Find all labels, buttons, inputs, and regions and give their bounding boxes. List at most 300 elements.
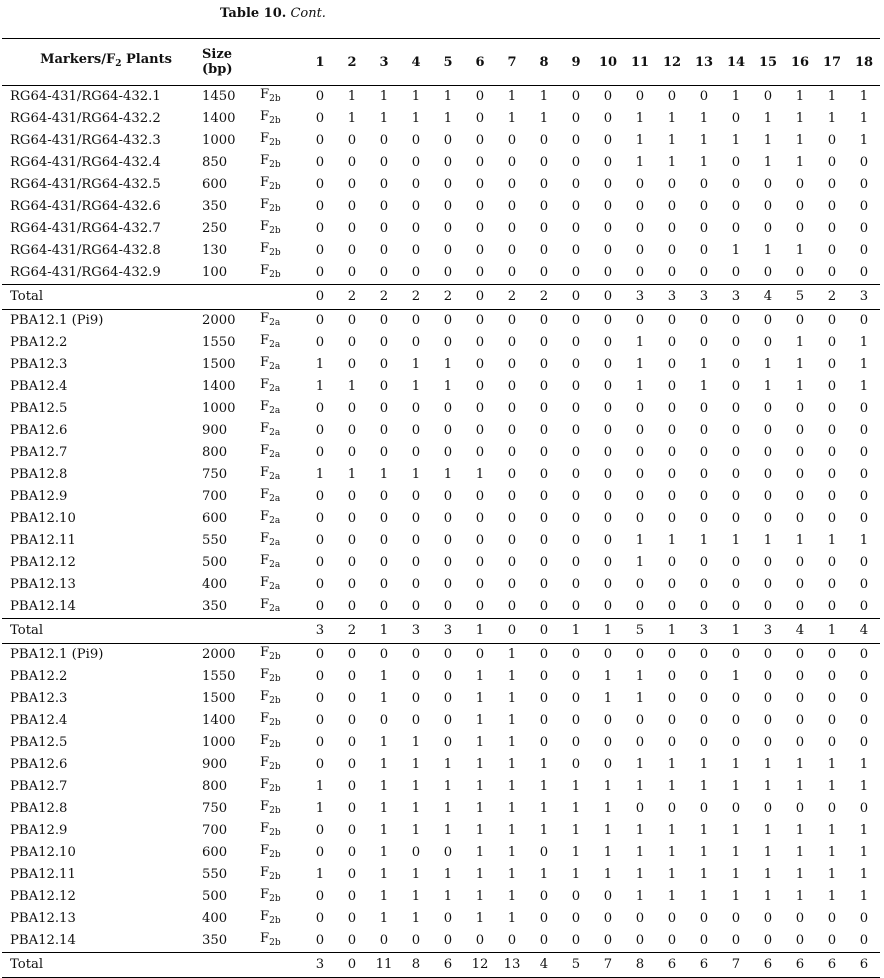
- value-cell: 1: [827, 89, 837, 104]
- value-cell: 0: [347, 933, 357, 948]
- total-value-cell: 3: [304, 953, 336, 978]
- value-cell: 0: [827, 555, 837, 570]
- value-cell: 1: [411, 823, 421, 838]
- generation-label: F: [260, 931, 270, 946]
- generation-label: F: [260, 421, 270, 436]
- value-cell: 1: [795, 379, 805, 394]
- generation-label: F: [260, 399, 270, 414]
- value-cell: 1: [795, 243, 805, 258]
- value-cell: 0: [667, 713, 677, 728]
- value-cell: 0: [795, 735, 805, 750]
- marker-name-cell: RG64-431/RG64-432.5: [10, 177, 161, 192]
- value-cell: 0: [699, 489, 709, 504]
- value-cell: 0: [859, 243, 869, 258]
- value-cell: 1: [763, 357, 773, 372]
- value-cell: 0: [475, 357, 485, 372]
- header-plant-15: 15: [752, 39, 784, 86]
- value-cell: 0: [379, 647, 389, 662]
- value-cell: 0: [379, 155, 389, 170]
- value-cell: 0: [731, 911, 741, 926]
- total-value-cell: 1: [720, 619, 752, 644]
- value-cell: 0: [539, 555, 549, 570]
- total-value-cell: 3: [848, 285, 880, 310]
- generation-subscript: 2b: [269, 762, 281, 772]
- size-cell: 700: [202, 489, 228, 504]
- value-cell: 0: [379, 555, 389, 570]
- value-cell: 0: [315, 691, 325, 706]
- value-cell: 0: [827, 691, 837, 706]
- generation-subscript: 2a: [269, 538, 281, 548]
- value-cell: 0: [379, 379, 389, 394]
- value-cell: 0: [539, 599, 549, 614]
- value-cell: 0: [475, 335, 485, 350]
- value-cell: 0: [603, 379, 613, 394]
- total-value-cell: 6: [784, 953, 816, 978]
- value-cell: 0: [731, 445, 741, 460]
- value-cell: 0: [443, 669, 453, 684]
- table-row: [2, 398, 880, 420]
- total-value-cell: 7: [592, 953, 624, 978]
- value-cell: 0: [507, 511, 517, 526]
- value-cell: 0: [443, 313, 453, 328]
- value-cell: 0: [411, 691, 421, 706]
- value-cell: 0: [507, 577, 517, 592]
- value-cell: 0: [347, 265, 357, 280]
- generation-cell: [260, 218, 304, 240]
- value-cell: 0: [347, 867, 357, 882]
- value-cell: 0: [475, 647, 485, 662]
- value-cell: 0: [827, 177, 837, 192]
- value-cell: 1: [603, 779, 613, 794]
- size-cell: 800: [202, 779, 228, 794]
- generation-cell: [260, 842, 304, 864]
- value-cell: 0: [475, 133, 485, 148]
- value-cell: 0: [539, 691, 549, 706]
- generation-label: F: [260, 575, 270, 590]
- value-cell: 0: [795, 177, 805, 192]
- marker-name-cell: PBA12.6: [10, 423, 68, 438]
- value-cell: 0: [763, 713, 773, 728]
- value-cell: 1: [795, 357, 805, 372]
- value-cell: 0: [539, 199, 549, 214]
- generation-subscript: 2b: [269, 138, 281, 148]
- table-row: [2, 644, 880, 667]
- value-cell: 0: [859, 155, 869, 170]
- generation-label: F: [260, 509, 270, 524]
- value-cell: 0: [379, 357, 389, 372]
- value-cell: 1: [635, 691, 645, 706]
- value-cell: 1: [379, 867, 389, 882]
- value-cell: 0: [763, 735, 773, 750]
- value-cell: 1: [667, 845, 677, 860]
- value-cell: 1: [315, 867, 325, 882]
- value-cell: 0: [315, 757, 325, 772]
- value-cell: 1: [699, 779, 709, 794]
- value-cell: 0: [731, 467, 741, 482]
- generation-label: F: [260, 733, 270, 748]
- value-cell: 0: [571, 423, 581, 438]
- value-cell: 0: [699, 599, 709, 614]
- value-cell: 0: [315, 265, 325, 280]
- value-cell: 1: [411, 379, 421, 394]
- value-cell: 0: [571, 669, 581, 684]
- empty-cell: [260, 619, 304, 644]
- table-row: [2, 442, 880, 464]
- value-cell: 0: [763, 911, 773, 926]
- value-cell: 0: [603, 177, 613, 192]
- value-cell: 1: [475, 911, 485, 926]
- value-cell: 1: [379, 691, 389, 706]
- value-cell: 0: [795, 555, 805, 570]
- generation-subscript: 2b: [269, 270, 281, 280]
- value-cell: 0: [699, 911, 709, 926]
- value-cell: 0: [571, 577, 581, 592]
- size-cell: 600: [202, 845, 228, 860]
- table-row: [2, 174, 880, 196]
- value-cell: 1: [347, 89, 357, 104]
- value-cell: 0: [859, 669, 869, 684]
- value-cell: 0: [827, 911, 837, 926]
- value-cell: 1: [859, 335, 869, 350]
- value-cell: 0: [539, 357, 549, 372]
- value-cell: 0: [347, 845, 357, 860]
- total-label: Total: [2, 619, 202, 644]
- value-cell: 0: [315, 313, 325, 328]
- value-cell: 0: [315, 111, 325, 126]
- total-value-cell: 3: [400, 619, 432, 644]
- value-cell: 0: [347, 691, 357, 706]
- value-cell: 1: [443, 89, 453, 104]
- generation-cell: [260, 732, 304, 754]
- value-cell: 1: [731, 845, 741, 860]
- value-cell: 1: [827, 111, 837, 126]
- generation-label: F: [260, 689, 270, 704]
- value-cell: 0: [603, 735, 613, 750]
- value-cell: 1: [507, 889, 517, 904]
- value-cell: 0: [539, 713, 549, 728]
- value-cell: 1: [443, 823, 453, 838]
- size-cell: 1400: [202, 379, 236, 394]
- generation-cell: [260, 710, 304, 732]
- value-cell: 0: [859, 599, 869, 614]
- generation-cell: [260, 508, 304, 530]
- value-cell: 1: [475, 801, 485, 816]
- marker-name-cell: RG64-431/RG64-432.6: [10, 199, 161, 214]
- value-cell: 0: [411, 177, 421, 192]
- value-cell: 0: [667, 401, 677, 416]
- total-value-cell: 7: [720, 953, 752, 978]
- value-cell: 0: [571, 933, 581, 948]
- value-cell: 0: [347, 735, 357, 750]
- value-cell: 0: [539, 889, 549, 904]
- total-row: [2, 619, 880, 644]
- header-size: Size (bp): [202, 39, 260, 86]
- total-value-cell: 2: [400, 285, 432, 310]
- generation-cell: [260, 332, 304, 354]
- marker-name-cell: PBA12.8: [10, 801, 68, 816]
- value-cell: 0: [443, 577, 453, 592]
- value-cell: 1: [411, 757, 421, 772]
- value-cell: 0: [347, 779, 357, 794]
- value-cell: 1: [379, 801, 389, 816]
- generation-subscript: 2b: [269, 204, 281, 214]
- total-value-cell: 3: [656, 285, 688, 310]
- marker-name-cell: PBA12.2: [10, 669, 68, 684]
- value-cell: 0: [443, 533, 453, 548]
- value-cell: 1: [795, 89, 805, 104]
- value-cell: 0: [347, 489, 357, 504]
- value-cell: 1: [539, 779, 549, 794]
- value-cell: 0: [379, 713, 389, 728]
- value-cell: 1: [379, 823, 389, 838]
- value-cell: 0: [667, 357, 677, 372]
- value-cell: 1: [667, 133, 677, 148]
- total-value-cell: 2: [336, 619, 368, 644]
- value-cell: 0: [379, 423, 389, 438]
- value-cell: 0: [571, 265, 581, 280]
- value-cell: 0: [347, 533, 357, 548]
- table-row: [2, 464, 880, 486]
- value-cell: 0: [411, 401, 421, 416]
- value-cell: 0: [763, 445, 773, 460]
- value-cell: 0: [795, 401, 805, 416]
- value-cell: 0: [763, 221, 773, 236]
- value-cell: 0: [731, 801, 741, 816]
- value-cell: 0: [379, 577, 389, 592]
- generation-label: F: [260, 487, 270, 502]
- value-cell: 0: [859, 933, 869, 948]
- total-value-cell: 0: [560, 285, 592, 310]
- value-cell: 0: [635, 265, 645, 280]
- value-cell: 1: [859, 89, 869, 104]
- table-row: [2, 196, 880, 218]
- value-cell: 0: [795, 467, 805, 482]
- value-cell: 0: [347, 713, 357, 728]
- total-value-cell: 11: [368, 953, 400, 978]
- value-cell: 0: [731, 933, 741, 948]
- value-cell: 0: [699, 801, 709, 816]
- value-cell: 0: [379, 199, 389, 214]
- value-cell: 0: [731, 111, 741, 126]
- generation-subscript: 2a: [269, 494, 281, 504]
- table-row: [2, 240, 880, 262]
- value-cell: 0: [539, 933, 549, 948]
- value-cell: 0: [795, 669, 805, 684]
- generation-subscript: 2a: [269, 560, 281, 570]
- value-cell: 0: [731, 647, 741, 662]
- generation-label: F: [260, 311, 270, 326]
- value-cell: 1: [475, 757, 485, 772]
- value-cell: 0: [635, 401, 645, 416]
- value-cell: 0: [379, 313, 389, 328]
- value-cell: 0: [763, 177, 773, 192]
- value-cell: 0: [667, 243, 677, 258]
- value-cell: 1: [795, 867, 805, 882]
- total-row: [2, 285, 880, 310]
- value-cell: 0: [411, 243, 421, 258]
- value-cell: 0: [443, 911, 453, 926]
- table-row: [2, 596, 880, 619]
- value-cell: 0: [539, 177, 549, 192]
- value-cell: 0: [667, 801, 677, 816]
- generation-label: F: [260, 153, 270, 168]
- value-cell: 0: [411, 265, 421, 280]
- total-value-cell: 3: [752, 619, 784, 644]
- value-cell: 0: [507, 533, 517, 548]
- header-plant-14: 14: [720, 39, 752, 86]
- value-cell: 0: [859, 401, 869, 416]
- value-cell: 0: [571, 757, 581, 772]
- value-cell: 1: [379, 89, 389, 104]
- value-cell: 0: [603, 599, 613, 614]
- value-cell: 0: [443, 445, 453, 460]
- value-cell: 1: [763, 111, 773, 126]
- value-cell: 0: [443, 599, 453, 614]
- value-cell: 0: [635, 713, 645, 728]
- total-value-cell: 1: [816, 619, 848, 644]
- value-cell: 1: [731, 867, 741, 882]
- value-cell: 0: [763, 489, 773, 504]
- generation-subscript: 2b: [269, 182, 281, 192]
- generation-label: F: [260, 333, 270, 348]
- marker-name-cell: PBA12.5: [10, 401, 68, 416]
- value-cell: 0: [443, 713, 453, 728]
- value-cell: 0: [539, 265, 549, 280]
- value-cell: 0: [731, 379, 741, 394]
- value-cell: 0: [571, 445, 581, 460]
- size-cell: 800: [202, 445, 228, 460]
- value-cell: 0: [635, 933, 645, 948]
- value-cell: 1: [507, 111, 517, 126]
- value-cell: 1: [315, 379, 325, 394]
- value-cell: 1: [667, 889, 677, 904]
- value-cell: 0: [315, 133, 325, 148]
- value-cell: 0: [443, 401, 453, 416]
- value-cell: 0: [315, 243, 325, 258]
- value-cell: 0: [411, 511, 421, 526]
- value-cell: 0: [859, 265, 869, 280]
- value-cell: 1: [475, 823, 485, 838]
- value-cell: 0: [763, 801, 773, 816]
- table-row: [2, 552, 880, 574]
- value-cell: 0: [635, 221, 645, 236]
- size-cell: 1550: [202, 669, 236, 684]
- value-cell: 0: [635, 577, 645, 592]
- value-cell: 0: [699, 89, 709, 104]
- total-value-cell: 4: [848, 619, 880, 644]
- value-cell: 0: [763, 933, 773, 948]
- value-cell: 0: [827, 155, 837, 170]
- total-value-cell: 2: [432, 285, 464, 310]
- value-cell: 1: [539, 89, 549, 104]
- header-plant-16: 16: [784, 39, 816, 86]
- value-cell: 1: [443, 467, 453, 482]
- generation-cell: [260, 886, 304, 908]
- value-cell: 1: [571, 823, 581, 838]
- value-cell: 0: [667, 445, 677, 460]
- header-plant-4: 4: [400, 39, 432, 86]
- value-cell: 0: [571, 335, 581, 350]
- total-value-cell: 2: [496, 285, 528, 310]
- value-cell: 0: [411, 577, 421, 592]
- value-cell: 0: [603, 89, 613, 104]
- value-cell: 1: [507, 757, 517, 772]
- generation-subscript: 2b: [269, 718, 281, 728]
- value-cell: 0: [411, 533, 421, 548]
- generation-cell: [260, 908, 304, 930]
- value-cell: 1: [635, 379, 645, 394]
- value-cell: 0: [795, 489, 805, 504]
- value-cell: 0: [347, 221, 357, 236]
- value-cell: 0: [475, 111, 485, 126]
- total-value-cell: 3: [688, 285, 720, 310]
- value-cell: 0: [667, 691, 677, 706]
- value-cell: 0: [827, 199, 837, 214]
- value-cell: 0: [827, 669, 837, 684]
- generation-label: F: [260, 377, 270, 392]
- value-cell: 0: [795, 933, 805, 948]
- generation-subscript: 2b: [269, 894, 281, 904]
- value-cell: 0: [731, 199, 741, 214]
- value-cell: 0: [795, 911, 805, 926]
- value-cell: 1: [635, 889, 645, 904]
- value-cell: 0: [571, 155, 581, 170]
- value-cell: 0: [443, 335, 453, 350]
- value-cell: 0: [475, 221, 485, 236]
- value-cell: 1: [379, 669, 389, 684]
- value-cell: 1: [795, 889, 805, 904]
- value-cell: 1: [667, 111, 677, 126]
- generation-subscript: 2b: [269, 160, 281, 170]
- value-cell: 0: [539, 533, 549, 548]
- total-value-cell: 6: [816, 953, 848, 978]
- header-plant-8: 8: [528, 39, 560, 86]
- value-cell: 0: [539, 445, 549, 460]
- value-cell: 0: [699, 691, 709, 706]
- value-cell: 1: [795, 335, 805, 350]
- value-cell: 0: [411, 313, 421, 328]
- generation-cell: [260, 552, 304, 574]
- table-row: [2, 732, 880, 754]
- value-cell: 0: [827, 735, 837, 750]
- value-cell: 1: [635, 533, 645, 548]
- value-cell: 0: [347, 823, 357, 838]
- value-cell: 0: [315, 599, 325, 614]
- value-cell: 0: [507, 933, 517, 948]
- value-cell: 0: [603, 933, 613, 948]
- value-cell: 0: [763, 313, 773, 328]
- value-cell: 0: [667, 221, 677, 236]
- value-cell: 1: [411, 357, 421, 372]
- value-cell: 0: [347, 757, 357, 772]
- value-cell: 0: [731, 177, 741, 192]
- value-cell: 1: [507, 823, 517, 838]
- value-cell: 0: [475, 199, 485, 214]
- value-cell: 0: [379, 221, 389, 236]
- value-cell: 0: [795, 423, 805, 438]
- size-cell: 900: [202, 757, 228, 772]
- generation-cell: [260, 666, 304, 688]
- size-cell: 1000: [202, 133, 236, 148]
- generation-subscript: 2b: [269, 674, 281, 684]
- marker-name-cell: PBA12.11: [10, 867, 76, 882]
- value-cell: 0: [347, 801, 357, 816]
- marker-name-cell: PBA12.13: [10, 911, 76, 926]
- empty-cell: [260, 953, 304, 978]
- value-cell: 0: [347, 155, 357, 170]
- total-value-cell: 1: [368, 619, 400, 644]
- value-cell: 0: [603, 423, 613, 438]
